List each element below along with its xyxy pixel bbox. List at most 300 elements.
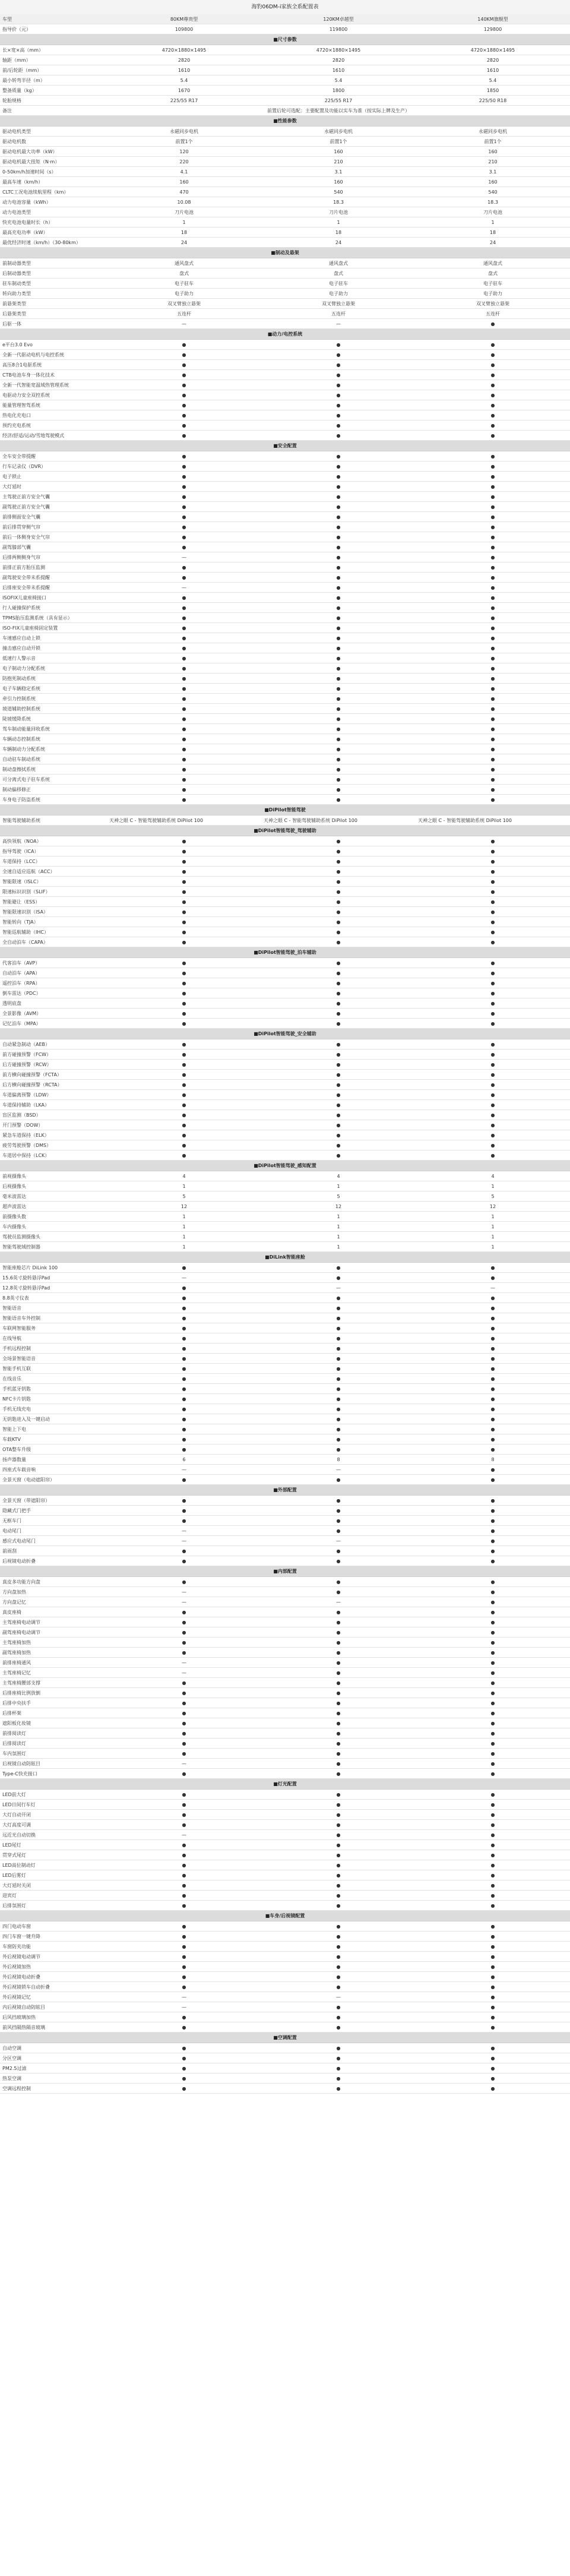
section-header: ■DiPilot智能驾驶_感知配置 — [0, 1161, 570, 1171]
spec-value: ● — [182, 796, 186, 802]
spec-value: ● — [336, 1700, 341, 1706]
spec-value: ● — [490, 494, 495, 500]
spec-row — [0, 289, 570, 299]
spec-value: ● — [490, 584, 495, 590]
spec-label: 备注 — [2, 108, 12, 113]
spec-label: 热电化充电口 — [2, 412, 31, 418]
spec-label: 后排氛围灯 — [2, 1902, 26, 1908]
spec-label: 驾驶员监测摄像头 — [2, 1234, 40, 1240]
spec-row — [0, 157, 570, 167]
spec-value: ● — [182, 342, 186, 347]
spec-label: 热泵空调 — [2, 2075, 21, 2081]
spec-label: 外后视镜电动调节 — [2, 1954, 40, 1959]
spec-row — [0, 197, 570, 207]
spec-label: 外后视镜加热 — [2, 1964, 31, 1970]
spec-value: ● — [182, 524, 186, 530]
spec-row — [0, 340, 570, 350]
spec-label: 后视镜自动防眩目 — [2, 1760, 40, 1766]
spec-label: 智能上下电 — [2, 1426, 26, 1432]
spec-value: ● — [490, 1132, 495, 1138]
spec-row — [0, 724, 570, 734]
spec-value: ● — [336, 362, 341, 368]
spec-value: ● — [182, 1771, 186, 1777]
spec-value: ● — [182, 473, 186, 479]
spec-label: 前后排贯穿侧气帘 — [2, 524, 40, 530]
spec-label: 全景天窗（带遮阳帘） — [2, 1497, 50, 1503]
spec-row — [0, 1749, 570, 1759]
spec-label: 后风挡玻璃加热 — [2, 2014, 36, 2020]
spec-label: 车道居中保持（LCK） — [2, 1152, 50, 1158]
spec-value: 12 — [335, 1203, 342, 1209]
spec-value: ● — [336, 1660, 341, 1665]
spec-value: 五连杆 — [177, 311, 191, 317]
spec-value: ● — [336, 960, 341, 966]
spec-value: 1 — [182, 1234, 186, 1240]
spec-value: ● — [182, 1548, 186, 1554]
spec-value: ● — [336, 1061, 341, 1067]
spec-value: ● — [336, 1436, 341, 1442]
spec-value: ● — [490, 1082, 495, 1088]
spec-value: ● — [336, 1872, 341, 1878]
spec-row — [0, 2053, 570, 2063]
spec-row — [0, 1577, 570, 1587]
spec-label: 12.8英寸旋转悬浮Pad — [2, 1285, 50, 1291]
spec-row — [0, 1445, 570, 1455]
spec-value: ● — [182, 402, 186, 408]
spec-row — [0, 1536, 570, 1546]
spec-value: ● — [182, 696, 186, 701]
spec-value: ● — [182, 786, 186, 792]
spec-row — [0, 1394, 570, 1404]
spec-label: 副驾驶安全带未系提醒 — [2, 574, 50, 580]
section-header: ■灯光配置 — [0, 1779, 570, 1790]
spec-row — [0, 2002, 570, 2012]
spec-label: Type-C快充接口 — [2, 1771, 37, 1777]
spec-label: 后排座椅比例放倒 — [2, 1690, 40, 1696]
spec-value: 通风盘式 — [329, 260, 348, 266]
spec-value: ● — [490, 392, 495, 398]
spec-value: 4720×1880×1495 — [162, 47, 207, 53]
spec-row — [0, 279, 570, 289]
spec-row — [0, 2074, 570, 2084]
spec-value: ● — [490, 1406, 495, 1412]
spec-value: ● — [490, 1020, 495, 1026]
spec-label: LED尾灯 — [2, 1842, 21, 1848]
spec-value: ● — [182, 736, 186, 742]
spec-label: 前雨刮 — [2, 1548, 17, 1554]
spec-row — [0, 1232, 570, 1242]
spec-value: ● — [490, 1700, 495, 1706]
spec-row — [0, 1060, 570, 1070]
spec-value: ● — [182, 1507, 186, 1513]
spec-row — [0, 1698, 570, 1708]
spec-row — [0, 1424, 570, 1434]
spec-value: 1 — [337, 219, 340, 225]
spec-value: 2820 — [332, 57, 345, 63]
spec-value: ● — [182, 432, 186, 438]
spec-row — [0, 1790, 570, 1800]
spec-value: ● — [182, 2075, 186, 2081]
spec-value: ● — [490, 1072, 495, 1077]
spec-value: 1 — [182, 1224, 186, 1229]
spec-value: 12 — [180, 1203, 188, 1209]
spec-row — [0, 350, 570, 360]
spec-value: ● — [336, 554, 341, 560]
spec-row — [0, 421, 570, 431]
spec-row — [0, 978, 570, 988]
spec-row — [0, 1384, 570, 1394]
spec-value: ● — [336, 412, 341, 418]
spec-value: ● — [490, 1822, 495, 1828]
spec-value: ● — [182, 1366, 186, 1371]
spec-value: ● — [336, 1265, 341, 1270]
spec-value: 10.08 — [177, 199, 191, 205]
spec-label: 最优经济时速（km/h）（30-80km） — [2, 239, 81, 245]
spec-value: ● — [182, 625, 186, 631]
spec-row — [0, 390, 570, 400]
spec-value: 1610 — [332, 67, 345, 73]
spec-value: ● — [336, 1122, 341, 1128]
spec-value: ● — [490, 595, 495, 600]
model-name: 120KM卓越型 — [261, 14, 416, 24]
spec-row — [0, 704, 570, 714]
spec-value: ● — [182, 1061, 186, 1067]
spec-label: 贯穿式尾灯 — [2, 1852, 26, 1858]
spec-value: ● — [182, 1609, 186, 1615]
spec-value: 1 — [182, 1183, 186, 1189]
spec-label: 前排阅读灯 — [2, 1730, 26, 1736]
spec-value: 刀片电池 — [483, 209, 502, 215]
spec-label: 驻车制动类型 — [2, 280, 31, 286]
spec-label: 智能避让（ESS） — [2, 899, 40, 905]
spec-value: 18 — [335, 229, 342, 235]
spec-row — [0, 714, 570, 724]
spec-row — [0, 147, 570, 157]
spec-label: 遥控泊车（RPA） — [2, 980, 40, 986]
spec-value: ● — [336, 1680, 341, 1686]
spec-label: 大灯延时 — [2, 483, 21, 489]
spec-value: ● — [336, 463, 341, 469]
spec-value: ● — [336, 372, 341, 378]
spec-row — [0, 2043, 570, 2053]
spec-value: 540 — [334, 189, 343, 195]
spec-value: ● — [182, 878, 186, 884]
spec-row — [0, 542, 570, 552]
spec-value: ● — [336, 970, 341, 976]
spec-label: 四座式车载音响 — [2, 1466, 36, 1472]
spec-value: ● — [336, 655, 341, 661]
spec-value: ● — [182, 574, 186, 580]
spec-label: 记忆泊车（MPA） — [2, 1020, 41, 1026]
spec-value: ● — [490, 1629, 495, 1635]
spec-value: 4 — [491, 1173, 495, 1179]
section-header: ■外部配置 — [0, 1485, 570, 1496]
model-header-row — [0, 14, 570, 24]
spec-value: ● — [182, 1822, 186, 1828]
spec-value: ● — [182, 1325, 186, 1331]
spec-label: 方向盘加热 — [2, 1589, 26, 1595]
spec-value: ● — [336, 736, 341, 742]
spec-row — [0, 1414, 570, 1424]
spec-value: 双叉臂独立悬架 — [167, 301, 201, 306]
spec-value: ● — [490, 524, 495, 530]
spec-value: ● — [336, 1446, 341, 1452]
spec-row — [0, 917, 570, 927]
spec-value: 1610 — [178, 67, 191, 73]
spec-value: ● — [182, 706, 186, 712]
spec-value: ● — [182, 970, 186, 976]
spec-row — [0, 1465, 570, 1475]
spec-value: ● — [336, 1619, 341, 1625]
spec-value: — — [182, 1528, 186, 1534]
spec-value: — — [182, 321, 186, 327]
spec-value: ● — [182, 1740, 186, 1746]
spec-row — [0, 1728, 570, 1739]
spec-label: 智能座舱芯片 DiLink 100 — [2, 1265, 58, 1270]
spec-value: ● — [336, 1051, 341, 1057]
spec-label: 自动泊车（APA） — [2, 970, 40, 976]
spec-value: ● — [490, 1305, 495, 1311]
spec-value: ● — [182, 1954, 186, 1959]
spec-value: ● — [336, 1750, 341, 1756]
spec-row — [0, 1263, 570, 1273]
spec-value: ● — [336, 1892, 341, 1898]
spec-value: ● — [490, 878, 495, 884]
spec-value: ● — [336, 756, 341, 762]
spec-value: ● — [490, 1436, 495, 1442]
spec-row — [0, 846, 570, 856]
spec-value: 4720×1880×1495 — [316, 47, 361, 53]
spec-row — [0, 613, 570, 623]
spec-label: CTB电池车身一体化技术 — [2, 372, 55, 378]
spec-row — [0, 795, 570, 805]
spec-value: ● — [182, 1720, 186, 1726]
spec-value: ● — [490, 1740, 495, 1746]
spec-value: ● — [336, 848, 341, 854]
spec-value: ● — [182, 1902, 186, 1908]
spec-row — [0, 1080, 570, 1090]
spec-row — [0, 502, 570, 512]
spec-value: — — [490, 1285, 495, 1291]
spec-value: ● — [490, 352, 495, 358]
spec-value: ● — [336, 1386, 341, 1392]
spec-row — [0, 877, 570, 887]
spec-value: ● — [336, 1345, 341, 1351]
spec-value: ● — [490, 929, 495, 935]
spec-row — [0, 633, 570, 643]
spec-row — [0, 816, 570, 826]
spec-row — [0, 1648, 570, 1658]
spec-value: ● — [336, 1518, 341, 1524]
spec-value: 通风盘式 — [483, 260, 502, 266]
spec-label: 自动驻车制动系统 — [2, 756, 40, 762]
spec-value: 通风盘式 — [175, 260, 194, 266]
spec-value: 210 — [488, 159, 498, 165]
spec-value: ● — [490, 1964, 495, 1970]
spec-value: ● — [490, 1832, 495, 1838]
spec-value: ● — [182, 1295, 186, 1301]
spec-label: 全自动泊车（CAPA） — [2, 939, 48, 945]
spec-value: 天神之眼 C - 智能驾驶辅助系统 DiPilot 100 — [109, 817, 203, 823]
spec-value: ● — [490, 766, 495, 772]
spec-label: 主驾驶正前方安全气囊 — [2, 494, 50, 500]
spec-label: 后排阅读灯 — [2, 1740, 26, 1746]
spec-value: ● — [182, 534, 186, 540]
spec-label: 手机远程控制 — [2, 1345, 31, 1351]
spec-value: ● — [182, 392, 186, 398]
spec-row — [0, 1303, 570, 1313]
spec-value: ● — [490, 2004, 495, 2010]
spec-value: ● — [182, 1416, 186, 1422]
spec-value: ● — [182, 665, 186, 671]
spec-value: ● — [182, 1923, 186, 1929]
spec-value: ● — [336, 1862, 341, 1868]
spec-value: ● — [490, 1923, 495, 1929]
spec-value: 24 — [489, 239, 496, 245]
spec-value: ● — [490, 786, 495, 792]
spec-value: ● — [336, 1152, 341, 1158]
spec-label: 前方横向碰撞预警（FCTA） — [2, 1072, 62, 1077]
spec-value: ● — [490, 1416, 495, 1422]
spec-value: ● — [336, 1112, 341, 1118]
spec-value: 6 — [182, 1456, 186, 1462]
spec-value: ● — [336, 1720, 341, 1726]
spec-label: 15.6英寸旋转悬浮Pad — [2, 1275, 50, 1281]
spec-row — [0, 400, 570, 410]
spec-value: ● — [336, 1305, 341, 1311]
spec-row — [0, 137, 570, 147]
spec-value: ● — [336, 2024, 341, 2030]
spec-value: 前置1个 — [330, 138, 347, 144]
spec-label: 全新一代智能宽温域热管理系统 — [2, 382, 69, 388]
spec-label: 毫米波雷达 — [2, 1193, 26, 1199]
spec-value: 18 — [180, 229, 188, 235]
spec-row — [0, 1962, 570, 1972]
spec-value: ● — [490, 1791, 495, 1797]
spec-value: 五连杆 — [486, 311, 500, 317]
section-header: ■车身/后视镜配置 — [0, 1911, 570, 1921]
spec-label: 前视摄像头 — [2, 1173, 26, 1179]
spec-value: ● — [490, 726, 495, 732]
spec-value: ● — [490, 1376, 495, 1382]
spec-label: 四门电动车窗 — [2, 1923, 31, 1929]
spec-label: 盲区监测（BSD） — [2, 1112, 41, 1118]
spec-value: ● — [336, 1507, 341, 1513]
spec-row — [0, 1344, 570, 1354]
spec-value: ● — [336, 564, 341, 570]
spec-value: 470 — [179, 189, 189, 195]
spec-value: ● — [182, 1041, 186, 1047]
spec-row — [0, 1283, 570, 1293]
spec-row — [0, 96, 570, 106]
spec-label: 撞击感应自动开锁 — [2, 645, 40, 651]
spec-value: ● — [182, 929, 186, 935]
spec-value: ● — [490, 858, 495, 864]
spec-value: ● — [490, 504, 495, 510]
spec-value: ● — [182, 1345, 186, 1351]
spec-value: ● — [490, 1720, 495, 1726]
spec-value: ● — [336, 584, 341, 590]
spec-value: ● — [490, 1507, 495, 1513]
spec-value: ● — [490, 655, 495, 661]
spec-value: ● — [182, 1426, 186, 1432]
spec-value: ● — [182, 1812, 186, 1818]
spec-label: 远近光自动切换 — [2, 1832, 36, 1838]
spec-row — [0, 1617, 570, 1627]
spec-value: ● — [336, 868, 341, 874]
spec-row — [0, 1333, 570, 1344]
spec-label: 驱动电机最大功率（kW） — [2, 148, 58, 154]
spec-label: 可分离式电子驻车系统 — [2, 776, 50, 782]
spec-value: 刀片电池 — [175, 209, 194, 215]
spec-value: ● — [336, 1558, 341, 1564]
spec-row — [0, 2084, 570, 2094]
spec-label: 前方碰撞预警（FCW） — [2, 1051, 52, 1057]
spec-row — [0, 45, 570, 55]
spec-value: ● — [182, 1964, 186, 1970]
spec-value: ● — [336, 1649, 341, 1655]
spec-value: 8 — [337, 1456, 340, 1462]
price-value: 119800 — [329, 26, 348, 32]
spec-label: 方向盘记忆 — [2, 1599, 26, 1605]
spec-value: 1 — [491, 1234, 495, 1240]
spec-row — [0, 1202, 570, 1212]
spec-value: ● — [182, 838, 186, 844]
spec-value: ● — [182, 1497, 186, 1503]
spec-value: ● — [182, 848, 186, 854]
spec-value: ● — [490, 960, 495, 966]
spec-value: ● — [490, 1325, 495, 1331]
spec-label: 无框车门 — [2, 1518, 21, 1524]
spec-label: 全新一代驱动电机与电控系统 — [2, 352, 64, 358]
spec-row — [0, 75, 570, 86]
spec-value: 160 — [488, 148, 498, 154]
spec-value: ● — [490, 1609, 495, 1615]
spec-row — [0, 187, 570, 197]
spec-value: ● — [490, 909, 495, 915]
spec-label: 全场景智能语音 — [2, 1355, 36, 1361]
spec-value: 1800 — [332, 87, 345, 93]
spec-label: 扬声器数量 — [2, 1456, 26, 1462]
spec-value: ● — [336, 382, 341, 388]
spec-value: ● — [182, 919, 186, 925]
spec-label: 后排杯架 — [2, 1710, 21, 1716]
spec-label: 大灯自动开闭 — [2, 1812, 31, 1818]
spec-value: ● — [490, 1112, 495, 1118]
spec-label: LED高位制动灯 — [2, 1862, 36, 1868]
spec-value: ● — [490, 1265, 495, 1270]
spec-value: ● — [336, 1082, 341, 1088]
spec-value: 五连杆 — [331, 311, 346, 317]
spec-value: ● — [490, 1548, 495, 1554]
spec-value: ● — [182, 362, 186, 368]
spec-value: ● — [182, 564, 186, 570]
spec-row — [0, 562, 570, 573]
spec-label: 真皮多功能方向盘 — [2, 1579, 40, 1585]
spec-row — [0, 1668, 570, 1678]
spec-label: 在线音乐 — [2, 1376, 21, 1382]
spec-value: ● — [182, 1730, 186, 1736]
spec-value: ● — [182, 1872, 186, 1878]
spec-value: — — [182, 1832, 186, 1838]
spec-row — [0, 1273, 570, 1283]
spec-value: 160 — [179, 179, 189, 185]
spec-value: 1 — [491, 1244, 495, 1250]
spec-label: 空调远程控制 — [2, 2085, 31, 2091]
spec-row — [0, 431, 570, 441]
spec-label: 驱动电机数 — [2, 138, 26, 144]
spec-value: 1 — [491, 219, 495, 225]
